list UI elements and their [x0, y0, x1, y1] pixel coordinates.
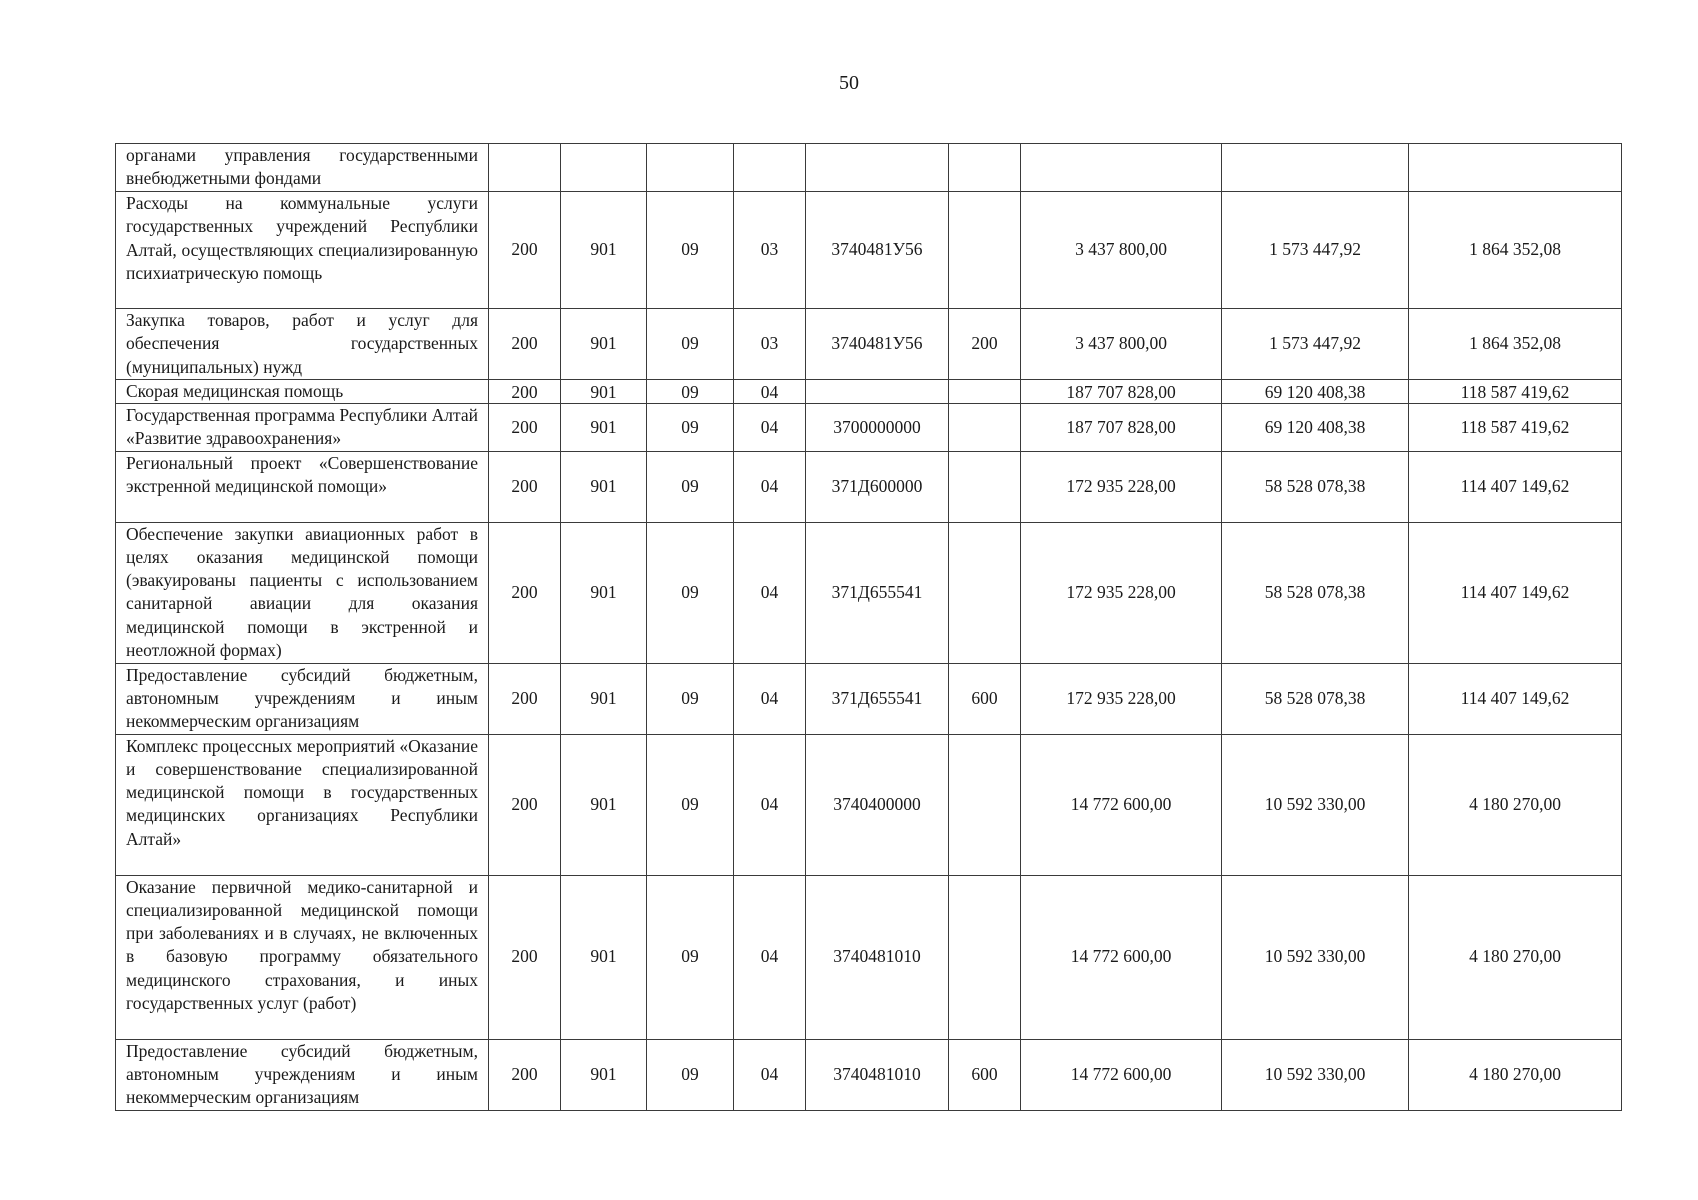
cell-plan-amount: 14 772 600,00	[1021, 734, 1222, 875]
cell-target-article	[806, 144, 949, 192]
cell-executed-amount: 1 573 447,92	[1222, 192, 1409, 309]
cell-target-article: 371Д655541	[806, 522, 949, 663]
cell-executed-amount: 10 592 330,00	[1222, 875, 1409, 1039]
cell-name: Региональный проект «Совершенствование экстренной медицинской помощи»	[116, 451, 489, 522]
cell-plan-amount: 172 935 228,00	[1021, 451, 1222, 522]
cell-remaining-amount: 114 407 149,62	[1409, 451, 1622, 522]
cell-expense-type	[949, 192, 1021, 309]
cell-target-article: 3740481010	[806, 1039, 949, 1110]
cell-target-article	[806, 380, 949, 404]
cell-expense-type	[949, 451, 1021, 522]
cell-section: 09	[647, 663, 734, 734]
cell-plan-amount: 172 935 228,00	[1021, 663, 1222, 734]
cell-remaining-amount: 4 180 270,00	[1409, 734, 1622, 875]
cell-remaining-amount	[1409, 144, 1622, 192]
cell-subsection: 04	[734, 734, 806, 875]
cell-ministry-code: 901	[561, 663, 647, 734]
cell-target-article: 371Д600000	[806, 451, 949, 522]
table-row	[116, 380, 1622, 404]
cell-admin-code: 200	[489, 309, 561, 380]
cell-remaining-amount: 118 587 419,62	[1409, 404, 1622, 452]
cell-expense-type: 600	[949, 1039, 1021, 1110]
cell-ministry-code: 901	[561, 734, 647, 875]
cell-plan-amount: 172 935 228,00	[1021, 522, 1222, 663]
cell-ministry-code: 901	[561, 451, 647, 522]
cell-executed-amount: 69 120 408,38	[1222, 380, 1409, 404]
table-row	[116, 522, 1622, 663]
cell-section: 09	[647, 734, 734, 875]
cell-expense-type: 200	[949, 309, 1021, 380]
cell-name: Обеспечение закупки авиационных работ в целях оказания медицинской помощи (эвакуированы пациенты с использованием санитарной авиации для оказания медицинской помощи в экстренной и неотложной формах)	[116, 522, 489, 663]
cell-target-article: 3740481010	[806, 875, 949, 1039]
cell-expense-type	[949, 144, 1021, 192]
cell-section: 09	[647, 404, 734, 452]
table-row	[116, 144, 1622, 192]
cell-ministry-code: 901	[561, 522, 647, 663]
cell-admin-code: 200	[489, 451, 561, 522]
cell-remaining-amount: 1 864 352,08	[1409, 309, 1622, 380]
cell-admin-code	[489, 144, 561, 192]
cell-admin-code: 200	[489, 192, 561, 309]
budget-table	[115, 143, 1622, 1111]
cell-admin-code: 200	[489, 1039, 561, 1110]
cell-subsection: 04	[734, 875, 806, 1039]
cell-admin-code: 200	[489, 875, 561, 1039]
table-row	[116, 404, 1622, 452]
cell-subsection: 04	[734, 663, 806, 734]
cell-admin-code: 200	[489, 663, 561, 734]
cell-remaining-amount: 1 864 352,08	[1409, 192, 1622, 309]
cell-expense-type	[949, 404, 1021, 452]
table-row	[116, 192, 1622, 309]
cell-subsection: 04	[734, 404, 806, 452]
table-row	[116, 1039, 1622, 1110]
cell-executed-amount	[1222, 144, 1409, 192]
cell-plan-amount: 3 437 800,00	[1021, 309, 1222, 380]
cell-section: 09	[647, 875, 734, 1039]
cell-expense-type	[949, 875, 1021, 1039]
cell-subsection: 04	[734, 1039, 806, 1110]
cell-admin-code: 200	[489, 522, 561, 663]
cell-ministry-code: 901	[561, 1039, 647, 1110]
cell-plan-amount: 14 772 600,00	[1021, 875, 1222, 1039]
cell-subsection	[734, 144, 806, 192]
cell-executed-amount: 10 592 330,00	[1222, 1039, 1409, 1110]
cell-name: Расходы на коммунальные услуги государственных учреждений Республики Алтай, осуществляющих специализированную психиатрическую помощь	[116, 192, 489, 309]
cell-ministry-code: 901	[561, 309, 647, 380]
cell-expense-type	[949, 522, 1021, 663]
cell-plan-amount: 187 707 828,00	[1021, 404, 1222, 452]
cell-subsection: 03	[734, 309, 806, 380]
cell-remaining-amount: 4 180 270,00	[1409, 875, 1622, 1039]
page-number: 50	[839, 72, 859, 94]
cell-ministry-code: 901	[561, 404, 647, 452]
table-row	[116, 309, 1622, 380]
cell-expense-type	[949, 380, 1021, 404]
cell-section: 09	[647, 309, 734, 380]
cell-subsection: 03	[734, 192, 806, 309]
table-row	[116, 663, 1622, 734]
cell-target-article: 3740481У56	[806, 192, 949, 309]
cell-remaining-amount: 114 407 149,62	[1409, 522, 1622, 663]
cell-section: 09	[647, 192, 734, 309]
cell-name: Предоставление субсидий бюджетным, автономным учреждениям и иным некоммерческим организациям	[116, 1039, 489, 1110]
cell-name: Скорая медицинская помощь	[116, 380, 489, 404]
cell-remaining-amount: 4 180 270,00	[1409, 1039, 1622, 1110]
cell-ministry-code	[561, 144, 647, 192]
cell-section: 09	[647, 522, 734, 663]
cell-expense-type	[949, 734, 1021, 875]
cell-subsection: 04	[734, 380, 806, 404]
cell-name: Государственная программа Республики Алтай «Развитие здравоохранения»	[116, 404, 489, 452]
cell-section: 09	[647, 451, 734, 522]
cell-target-article: 3700000000	[806, 404, 949, 452]
cell-admin-code: 200	[489, 734, 561, 875]
cell-plan-amount: 3 437 800,00	[1021, 192, 1222, 309]
cell-remaining-amount: 114 407 149,62	[1409, 663, 1622, 734]
cell-name: Закупка товаров, работ и услуг для обеспечения государственных (муниципальных) нужд	[116, 309, 489, 380]
cell-executed-amount: 58 528 078,38	[1222, 451, 1409, 522]
table-row	[116, 734, 1622, 875]
cell-plan-amount: 187 707 828,00	[1021, 380, 1222, 404]
cell-ministry-code: 901	[561, 875, 647, 1039]
cell-target-article: 3740481У56	[806, 309, 949, 380]
cell-target-article: 371Д655541	[806, 663, 949, 734]
cell-section	[647, 144, 734, 192]
cell-target-article: 3740400000	[806, 734, 949, 875]
table-row	[116, 451, 1622, 522]
cell-ministry-code: 901	[561, 192, 647, 309]
cell-plan-amount: 14 772 600,00	[1021, 1039, 1222, 1110]
cell-name: Предоставление субсидий бюджетным, автономным учреждениям и иным некоммерческим организациям	[116, 663, 489, 734]
cell-admin-code: 200	[489, 404, 561, 452]
cell-section: 09	[647, 380, 734, 404]
cell-executed-amount: 1 573 447,92	[1222, 309, 1409, 380]
cell-executed-amount: 10 592 330,00	[1222, 734, 1409, 875]
cell-remaining-amount: 118 587 419,62	[1409, 380, 1622, 404]
cell-expense-type: 600	[949, 663, 1021, 734]
cell-executed-amount: 58 528 078,38	[1222, 522, 1409, 663]
cell-plan-amount	[1021, 144, 1222, 192]
cell-name: органами управления государственными внебюджетными фондами	[116, 144, 489, 192]
cell-executed-amount: 69 120 408,38	[1222, 404, 1409, 452]
cell-section: 09	[647, 1039, 734, 1110]
cell-ministry-code: 901	[561, 380, 647, 404]
cell-subsection: 04	[734, 522, 806, 663]
cell-name: Комплекс процессных мероприятий «Оказание и совершенствование специализированной медицинской помощи в государственных медицинских организациях Республики Алтай»	[116, 734, 489, 875]
table-row	[116, 875, 1622, 1039]
cell-admin-code: 200	[489, 380, 561, 404]
cell-subsection: 04	[734, 451, 806, 522]
cell-name: Оказание первичной медико-санитарной и специализированной медицинской помощи при заболеваниях и в случаях, не включенных в базовую программу обязательного медицинского страхования, и иных государственных услуг (работ)	[116, 875, 489, 1039]
cell-executed-amount: 58 528 078,38	[1222, 663, 1409, 734]
